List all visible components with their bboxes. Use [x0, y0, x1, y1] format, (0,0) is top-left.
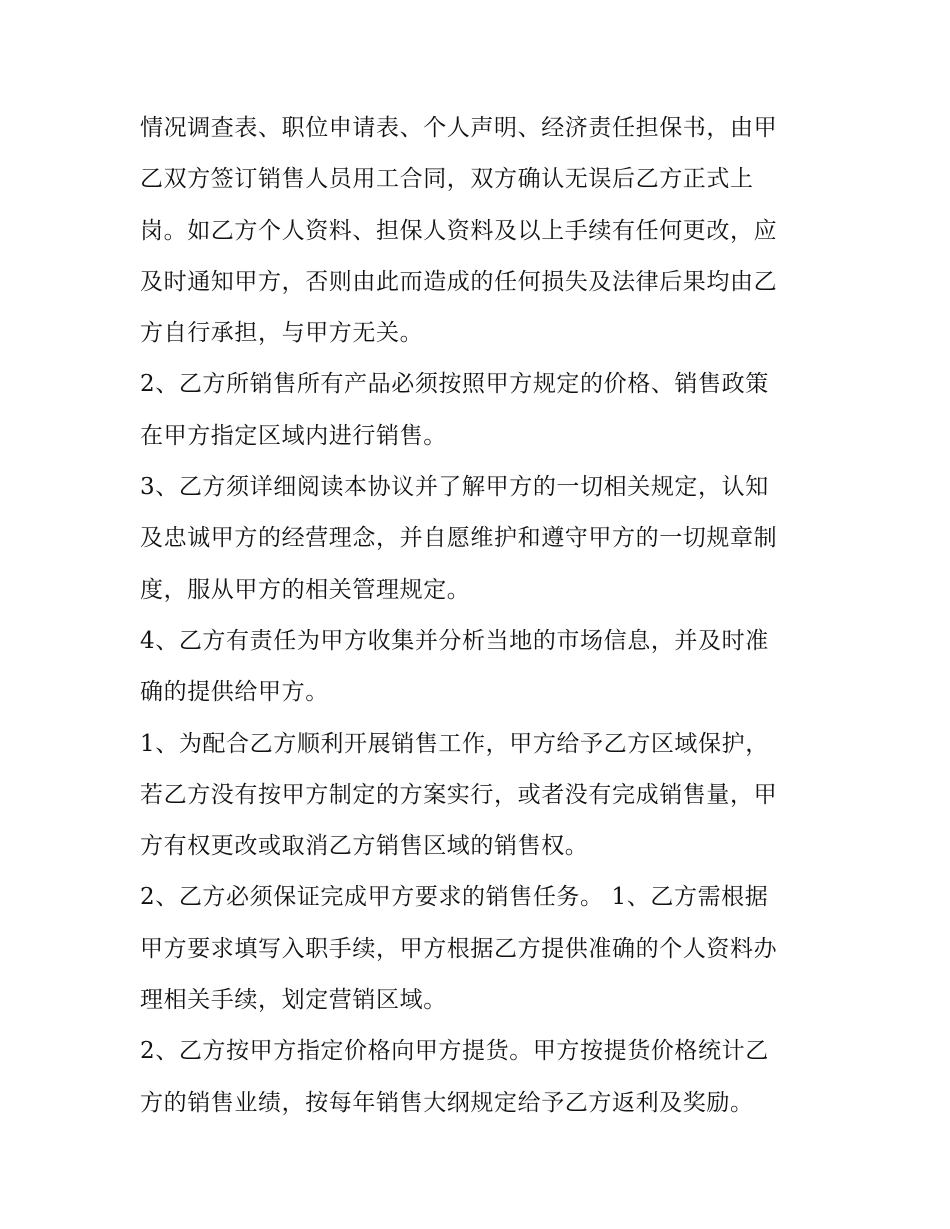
text-line: 4、乙方有责任为甲方收集并分析当地的市场信息，并及时准 — [140, 627, 769, 654]
text-line: 理相关手续，划定营销区域。 — [140, 987, 447, 1014]
paragraph-clause-1-region-protection — [140, 719, 820, 873]
text-line: 岗。如乙方个人资料、担保人资料及以上手续有任何更改，应 — [140, 217, 778, 244]
text-line: 1、为配合乙方顺利开展销售工作，甲方给予乙方区域保护， — [140, 730, 769, 757]
text-line: 2、乙方按甲方指定价格向甲方提货。甲方按提货价格统计乙 — [140, 1038, 769, 1065]
text-line: 度，服从甲方的相关管理规定。 — [140, 576, 471, 603]
text-line: 确的提供给甲方。 — [140, 679, 329, 706]
document-body — [140, 103, 820, 1129]
paragraph-clause-2-pricing — [140, 359, 820, 462]
text-line: 及时通知甲方，否则由此而造成的任何损失及法律后果均由乙 — [140, 268, 778, 295]
text-line: 若乙方没有按甲方制定的方案实行，或者没有完成销售量，甲 — [140, 781, 778, 808]
paragraph-application-procedures — [140, 103, 820, 359]
text-line: 3、乙方须详细阅读本协议并了解甲方的一切相关规定，认知 — [140, 474, 769, 501]
text-line: 在甲方指定区域内进行销售。 — [140, 422, 447, 449]
text-line: 情况调查表、职位申请表、个人声明、经济责任担保书，由甲 — [140, 115, 778, 141]
paragraph-clause-2-purchase-price — [140, 1026, 820, 1129]
text-line: 方的销售业绩，按每年销售大纲规定给予乙方返利及奖励。 — [140, 1089, 754, 1116]
paragraph-clause-3-regulations — [140, 462, 820, 616]
text-line: 2、乙方必须保证完成甲方要求的销售任务。 1、乙方需根据 — [140, 884, 769, 911]
text-line: 方自行承担，与甲方无关。 — [140, 320, 424, 347]
text-line: 及忠诚甲方的经营理念，并自愿维护和遵守甲方的一切规章制 — [140, 525, 778, 552]
text-line: 乙双方签订销售人员用工合同，双方确认无误后乙方正式上 — [140, 166, 754, 193]
text-line: 方有权更改或取消乙方销售区域的销售权。 — [140, 833, 589, 860]
text-line: 2、乙方所销售所有产品必须按照甲方规定的价格、销售政策 — [140, 371, 769, 398]
text-line: 甲方要求填写入职手续，甲方根据乙方提供准确的个人资料办 — [140, 935, 778, 962]
paragraph-clause-4-market-info — [140, 616, 820, 719]
paragraph-clause-2-sales-task — [140, 872, 820, 1026]
